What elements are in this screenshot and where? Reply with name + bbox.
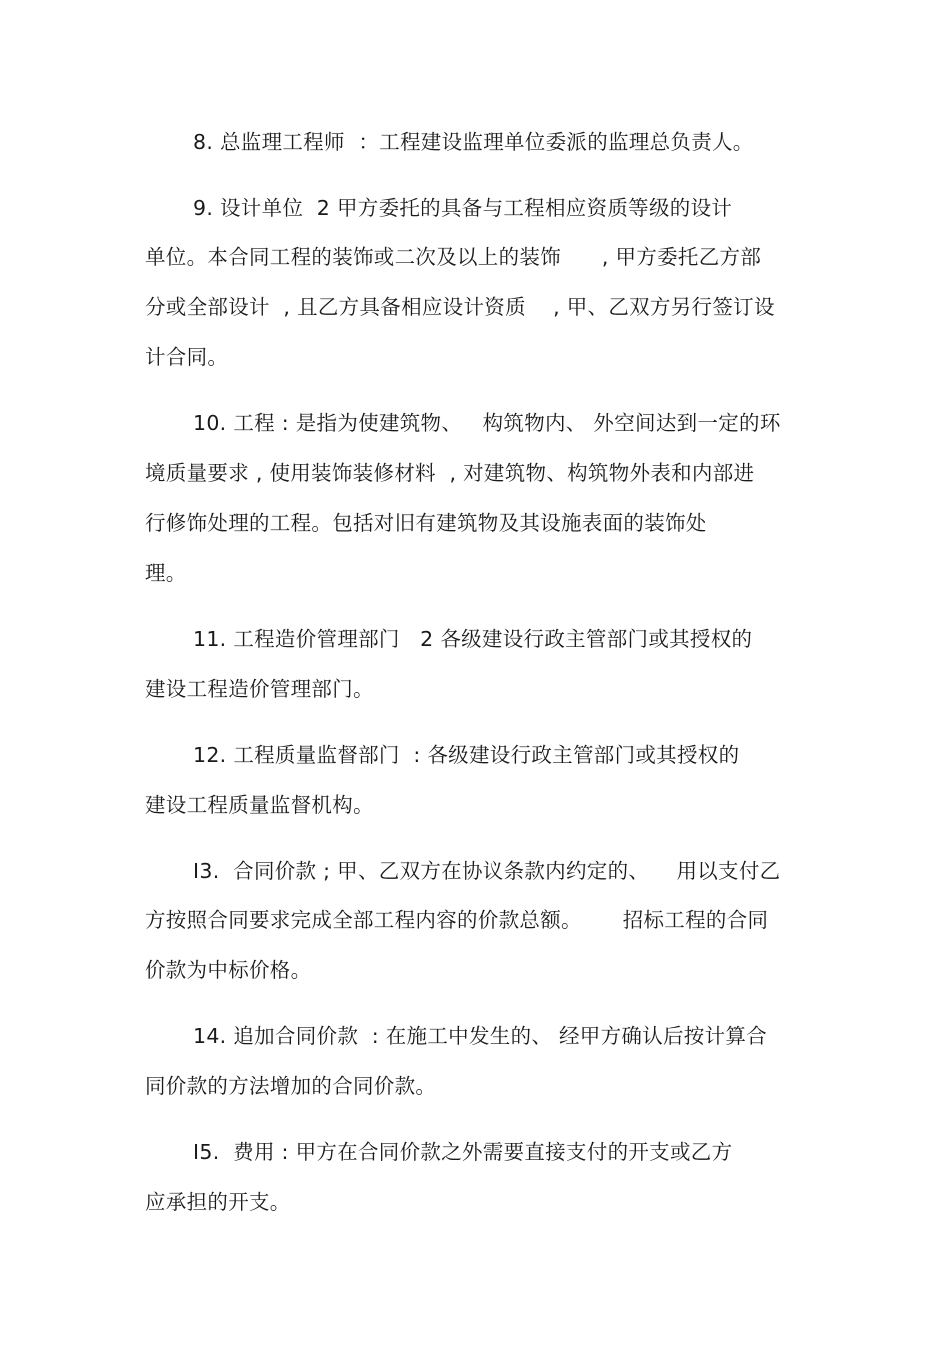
para-14-line-1: 14. 追加合同价款 : 在施工中发生的、 经甲方确认后按计算合 (193, 1024, 767, 1048)
para-9-line-3: 分或全部设计 , 且乙方具备相应设计资质 , 甲、乙双方另行签订设 (145, 295, 775, 319)
para-11-line-1: 11. 工程造价管理部门 2 各级建设行政主管部门或其授权的 (193, 627, 753, 651)
para-13-line-2: 方按照合同要求完成全部工程内容的价款总额。 招标工程的合同 (145, 908, 769, 932)
para-12-line-2: 建设工程质量监督机构。 (145, 793, 374, 817)
para-10-line-2: 境质量要求 , 使用装饰装修材料 , 对建筑物、构筑物外表和内部进 (145, 461, 755, 485)
para-12-line-1: 12. 工程质量监督部门 : 各级建设行政主管部门或其授权的 (193, 743, 740, 767)
para-15-line-2: 应承担的开支。 (145, 1190, 291, 1214)
para-13-line-1: I3. 合同价款 ; 甲、乙双方在协议条款内约定的、 用以支付乙 (193, 859, 781, 883)
para-8-line-1: 8. 总监理工程师 ：工程建设监理单位委派的监理总负责人。 (193, 130, 754, 154)
para-11-line-2: 建设工程造价管理部门。 (145, 677, 374, 701)
para-9-line-4: 计合同。 (145, 345, 229, 369)
para-15-line-1: I5. 费用 : 甲方在合同价款之外需要直接支付的开支或乙方 (193, 1140, 733, 1164)
para-10-line-3: 行修饰处理的工程。包括对旧有建筑物及其设施表面的装饰处 (145, 511, 707, 535)
para-9-line-1: 9. 设计单位 2 甲方委托的具备与工程相应资质等级的设计 (193, 196, 733, 220)
para-13-line-3: 价款为中标价格。 (145, 958, 312, 982)
para-9-line-2: 单位。本合同工程的装饰或二次及以上的装饰 , 甲方委托乙方部 (145, 245, 762, 269)
para-10-line-4: 理。 (145, 561, 187, 585)
para-14-line-2: 同价款的方法增加的合同价款。 (145, 1074, 437, 1098)
para-10-line-1: 10. 工程 : 是指为使建筑物、 构筑物内、 外空间达到一定的环 (193, 411, 781, 435)
